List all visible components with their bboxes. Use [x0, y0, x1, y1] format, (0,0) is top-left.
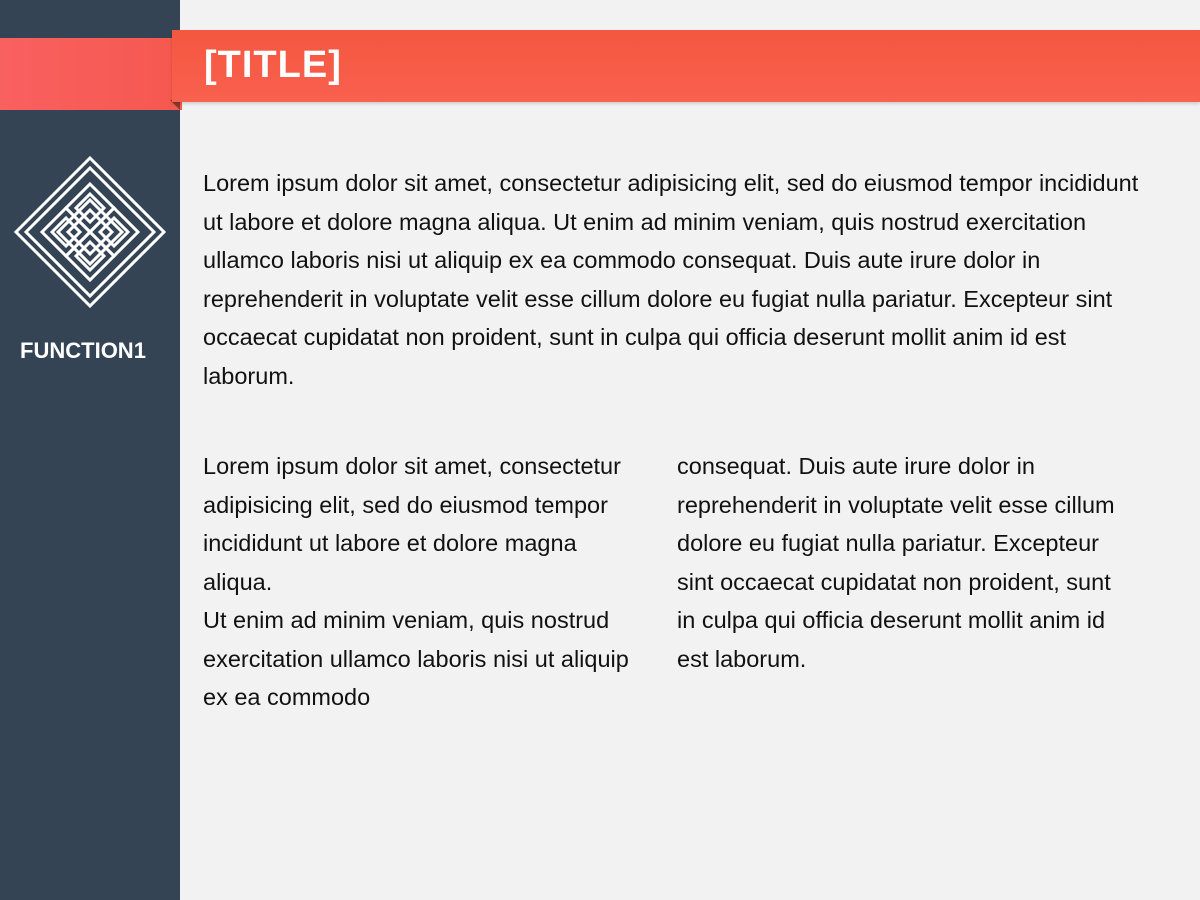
left-column-paragraph-2: Ut enim ad minim veniam, quis nostrud exercitation ullamco laboris nisi ut aliquip ex ea commodo	[203, 607, 629, 710]
sidebar	[0, 0, 180, 900]
ribbon-left	[0, 38, 182, 110]
left-column-paragraph-1: Lorem ipsum dolor sit amet, consectetur adipisicing elit, sed do eiusmod tempor incididunt ut labore et dolore magna aliqua.	[203, 453, 621, 595]
main-paragraph: Lorem ipsum dolor sit amet, consectetur adipisicing elit, sed do eiusmod tempor incididunt ut labore et dolore magna aliqua. Ut enim ad minim veniam, quis nostrud exercitation ullamco laboris nisi ut aliquip ex ea commodo consequat. Duis aute irure dolor in reprehenderit in voluptate velit esse cillum dolore eu fugiat nulla pariatur. Excepteur sint occaecat cupidatat non proident, sunt in culpa qui officia deserunt mollit anim id est laborum.	[203, 170, 1139, 389]
right-column-paragraph: consequat. Duis aute irure dolor in reprehenderit in voluptate velit esse cillum dolore eu fugiat nulla pariatur. Excepteur sint occaecat cupidatat non proident, sunt in culpa qui officia deserunt mollit anim id est laborum.	[677, 453, 1115, 672]
left-column	[203, 447, 643, 717]
page-title: [TITLE]	[204, 44, 342, 86]
title-bar	[172, 30, 1200, 102]
function-label: FUNCTION1	[20, 338, 146, 363]
interlocking-diamond-icon	[14, 156, 166, 308]
right-column	[677, 447, 1117, 678]
